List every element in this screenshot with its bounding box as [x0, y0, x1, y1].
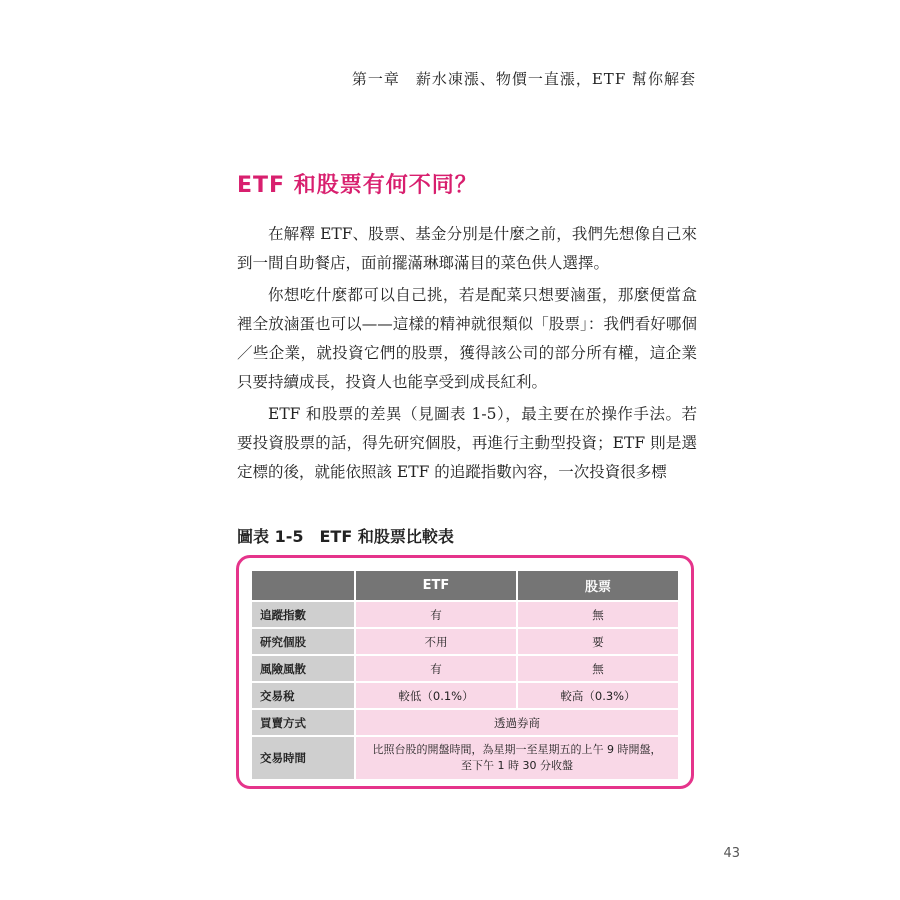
section-title: ETF 和股票有何不同？ — [237, 173, 478, 198]
etf-cell: 有 — [356, 656, 516, 681]
etf-cell: 有 — [356, 602, 516, 627]
table-header-row — [252, 571, 678, 600]
shared-cell: 透過券商 — [356, 710, 678, 735]
table-row — [252, 737, 678, 779]
column-header-stock: 股票 — [518, 571, 678, 600]
table-row — [252, 710, 678, 735]
figure-title: ETF 和股票比較表 — [319, 527, 454, 546]
stock-cell: 要 — [518, 629, 678, 654]
table-row — [252, 656, 678, 681]
row-label: 買賣方式 — [252, 710, 354, 735]
row-label: 交易時間 — [252, 737, 354, 779]
etf-cell: 較低（0.1%） — [356, 683, 516, 708]
table-row — [252, 629, 678, 654]
table-row — [252, 602, 678, 627]
comparison-table — [250, 569, 680, 781]
comparison-table-frame — [236, 555, 694, 789]
column-header-etf: ETF — [356, 571, 516, 600]
shared-cell — [356, 737, 678, 779]
row-label: 交易稅 — [252, 683, 354, 708]
trade-time-line: 比照台股的開盤時間，為星期一至星期五的上午 9 時開盤， — [372, 743, 662, 756]
running-header: 第一章 薪水凍漲、物價一直漲，ETF 幫你解套 — [351, 70, 696, 88]
paragraph: 你想吃什麼都可以自己挑，若是配菜只想要滷蛋，那麼便當盒裡全放滷蛋也可以——這樣的精神就很類似「股票」：我們看好哪個／些企業，就投資它們的股票，獲得該公司的部分所有權，這企業只要持續成長，投資人也能享受到成長紅利。 — [237, 286, 697, 391]
body-text — [237, 220, 697, 490]
page-number: 43 — [723, 846, 740, 861]
row-label: 研究個股 — [252, 629, 354, 654]
row-label: 風險風散 — [252, 656, 354, 681]
paragraph: ETF 和股票的差異（見圖表 1-5），最主要在於操作手法。若要投資股票的話，得先研究個股，再進行主動型投資；ETF 則是選定標的後，就能依照該 ETF 的追蹤指數內容，一次投資很多標 — [237, 405, 697, 481]
table-corner-cell — [252, 571, 354, 600]
paragraph: 在解釋 ETF、股票、基金分別是什麼之前，我們先想像自己來到一間自助餐店，面前擺滿琳瑯滿目的菜色供人選擇。 — [237, 225, 697, 272]
stock-cell: 較高（0.3%） — [518, 683, 678, 708]
table-row — [252, 683, 678, 708]
stock-cell: 無 — [518, 656, 678, 681]
figure-number: 圖表 1-5 — [237, 527, 304, 546]
trade-time-line: 至下午 1 時 30 分收盤 — [461, 759, 573, 772]
figure-caption — [237, 524, 454, 547]
etf-cell: 不用 — [356, 629, 516, 654]
row-label: 追蹤指數 — [252, 602, 354, 627]
stock-cell: 無 — [518, 602, 678, 627]
